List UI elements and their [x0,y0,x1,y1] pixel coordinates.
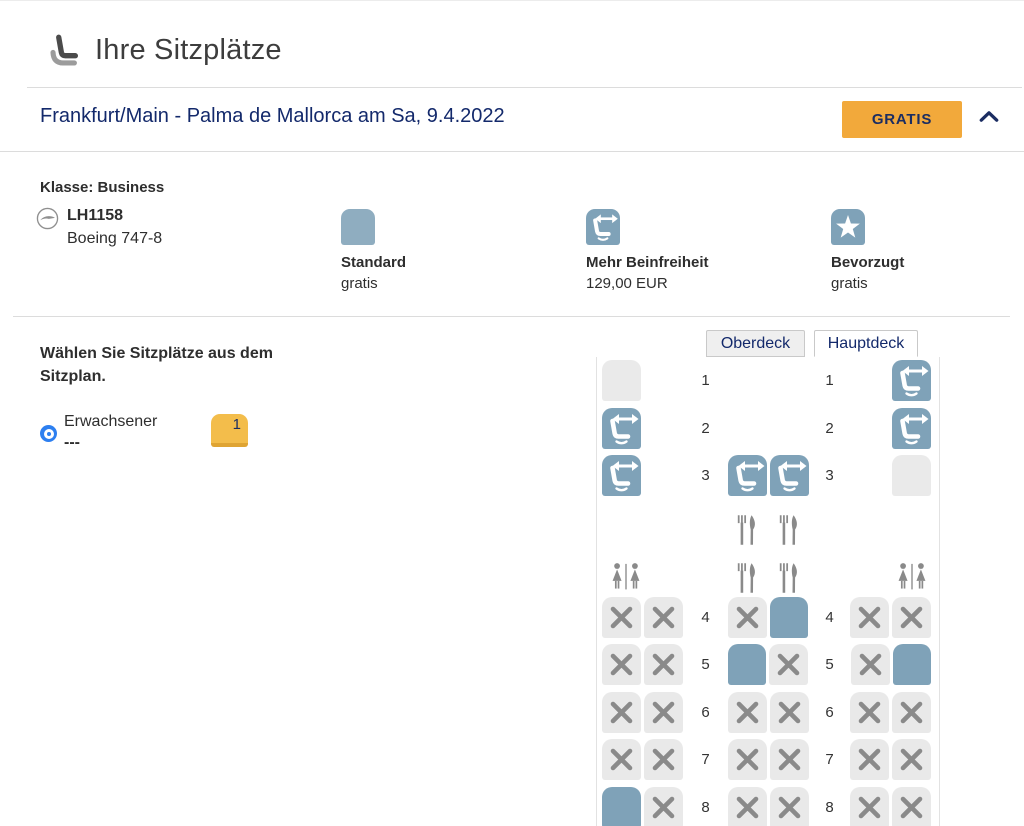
row-number: 4 [825,609,834,626]
seat-section [728,644,808,685]
row-number [683,557,728,598]
legend-price: gratis [831,275,868,292]
flight-route-heading: Frankfurt/Main - Palma de Mallorca am Sa, 9.4.2022 [40,105,505,127]
seat-section [728,692,808,733]
passenger-count-badge: 1 [211,414,248,447]
seat-occupied [850,597,889,638]
seat-blocked [602,360,641,401]
seat-occupied [769,644,808,685]
seat-occupied [602,739,641,780]
seat-section [602,739,683,780]
preferred-seat-icon [831,209,865,245]
passenger-radio[interactable] [40,425,57,442]
legend-item-preferred [831,209,1024,292]
seat-occupied [892,692,931,733]
passenger-label: Erwachsener [64,413,158,430]
seat-occupied [850,692,889,733]
seat-occupied [644,692,683,733]
seat-occupied [728,739,767,780]
seat-occupied [770,739,809,780]
seat-section [728,408,808,449]
row-number: 1 [825,372,834,389]
seat-occupied [892,597,931,638]
seat-occupied [850,739,889,780]
galley-icon [728,557,767,598]
seat-section [851,408,931,449]
row-number: 7 [825,751,834,768]
seat-row [602,360,931,401]
lavatory-icon [892,557,931,598]
row-number: 4 [701,609,710,626]
seat-section [728,455,808,496]
seat-occupied [602,692,641,733]
row-number: 8 [825,799,834,816]
row-number: 8 [701,799,710,816]
seat-section [728,787,808,826]
seat-occupied [770,787,809,826]
seat-section [602,557,683,598]
seat-occupied [602,644,641,685]
seat-section [851,597,931,638]
legend-label: Bevorzugt [831,254,905,271]
seat-section [602,408,683,449]
row-number: 3 [701,467,710,484]
flight-header-divider [0,151,1024,152]
row-number: 6 [701,704,710,721]
seat-occupied [644,597,683,638]
seat-legroom[interactable] [770,455,809,496]
seat-occupied [850,787,889,826]
seat-section [851,509,931,550]
seat-occupied [892,739,931,780]
seat-section [602,644,683,685]
row-number: 6 [825,704,834,721]
legend-item-legroom [586,209,786,292]
seat-row [602,408,931,449]
flight-number: LH1158 [67,207,124,224]
seat-row [602,692,931,733]
legend-price: gratis [341,275,378,292]
page-title: Ihre Sitzplätze [95,34,282,66]
seat-occupied [602,597,641,638]
galley-icon [770,557,809,598]
seat-legroom[interactable] [892,360,931,401]
class-label: Klasse: Business [40,179,165,196]
seat-available[interactable] [893,644,931,685]
seat-section [602,360,683,401]
seat-section [851,692,931,733]
lavatory-icon [606,557,645,598]
seat-occupied [728,692,767,733]
seat-occupied [728,597,767,638]
row-number [808,509,851,550]
seat-row [602,644,931,685]
seat-available[interactable] [602,787,641,826]
seat-section [728,509,808,550]
seat-occupied [644,644,683,685]
row-number [683,509,728,550]
facility-row [602,509,931,550]
seat-section [602,787,683,826]
seat-section [728,597,808,638]
seat-row [602,739,931,780]
galley-icon [728,509,767,550]
legend-price: 129,00 EUR [586,275,668,292]
galley-icon [770,509,809,550]
row-number: 5 [701,656,710,673]
seat-section [851,739,931,780]
row-number: 7 [701,751,710,768]
seat-occupied [851,644,890,685]
seat-legroom[interactable] [602,408,641,449]
seat-occupied [644,787,683,826]
seatmap [596,357,940,826]
seat-section [602,509,683,550]
legend-label: Mehr Beinfreiheit [586,254,709,271]
seat-section [602,455,683,496]
seat-section [728,360,808,401]
row-number [808,557,851,598]
title-divider [27,87,1022,88]
legroom-seat-icon [586,209,620,245]
legend-divider [13,316,1010,317]
seat-occupied [728,787,767,826]
standard-seat-icon [341,209,375,245]
seat-section [851,360,931,401]
legend-label: Standard [341,254,407,271]
row-number: 2 [825,420,834,437]
seat-legroom[interactable] [892,408,931,449]
seat-section [728,739,808,780]
seat-occupied [644,739,683,780]
seatmap-instruction: Wählen Sie Sitzplätze aus dem Sitzplan. [40,345,273,385]
row-number: 3 [825,467,834,484]
seat-section [602,597,683,638]
lufthansa-crane-icon [36,207,59,235]
row-number: 2 [701,420,710,437]
seat-section [851,644,931,685]
seat-row [602,787,931,826]
seat-section [851,455,931,496]
seat-section [602,692,683,733]
row-number: 5 [825,656,834,673]
tab-hauptdeck[interactable]: Hauptdeck [814,330,918,357]
aircraft-type: Boeing 747-8 [67,230,163,247]
row-number: 1 [701,372,710,389]
seat-occupied [770,692,809,733]
facility-row [602,557,931,598]
seat-legroom[interactable] [602,455,641,496]
passenger-seat-value: --- [64,434,80,451]
legend-item-standard [341,209,541,292]
price-badge[interactable]: GRATIS [842,101,962,138]
seat-available[interactable] [770,597,808,638]
seat-occupied [892,787,931,826]
seat-available[interactable] [728,644,766,685]
chevron-up-icon[interactable] [979,110,999,128]
seat-icon [44,33,82,76]
seat-section [728,557,808,598]
tab-oberdeck[interactable]: Oberdeck [706,330,805,357]
seat-row [602,455,931,496]
seat-section [851,557,931,598]
seat-blocked [892,455,931,496]
seat-legroom[interactable] [728,455,767,496]
seat-section [851,787,931,826]
seat-row [602,597,931,638]
